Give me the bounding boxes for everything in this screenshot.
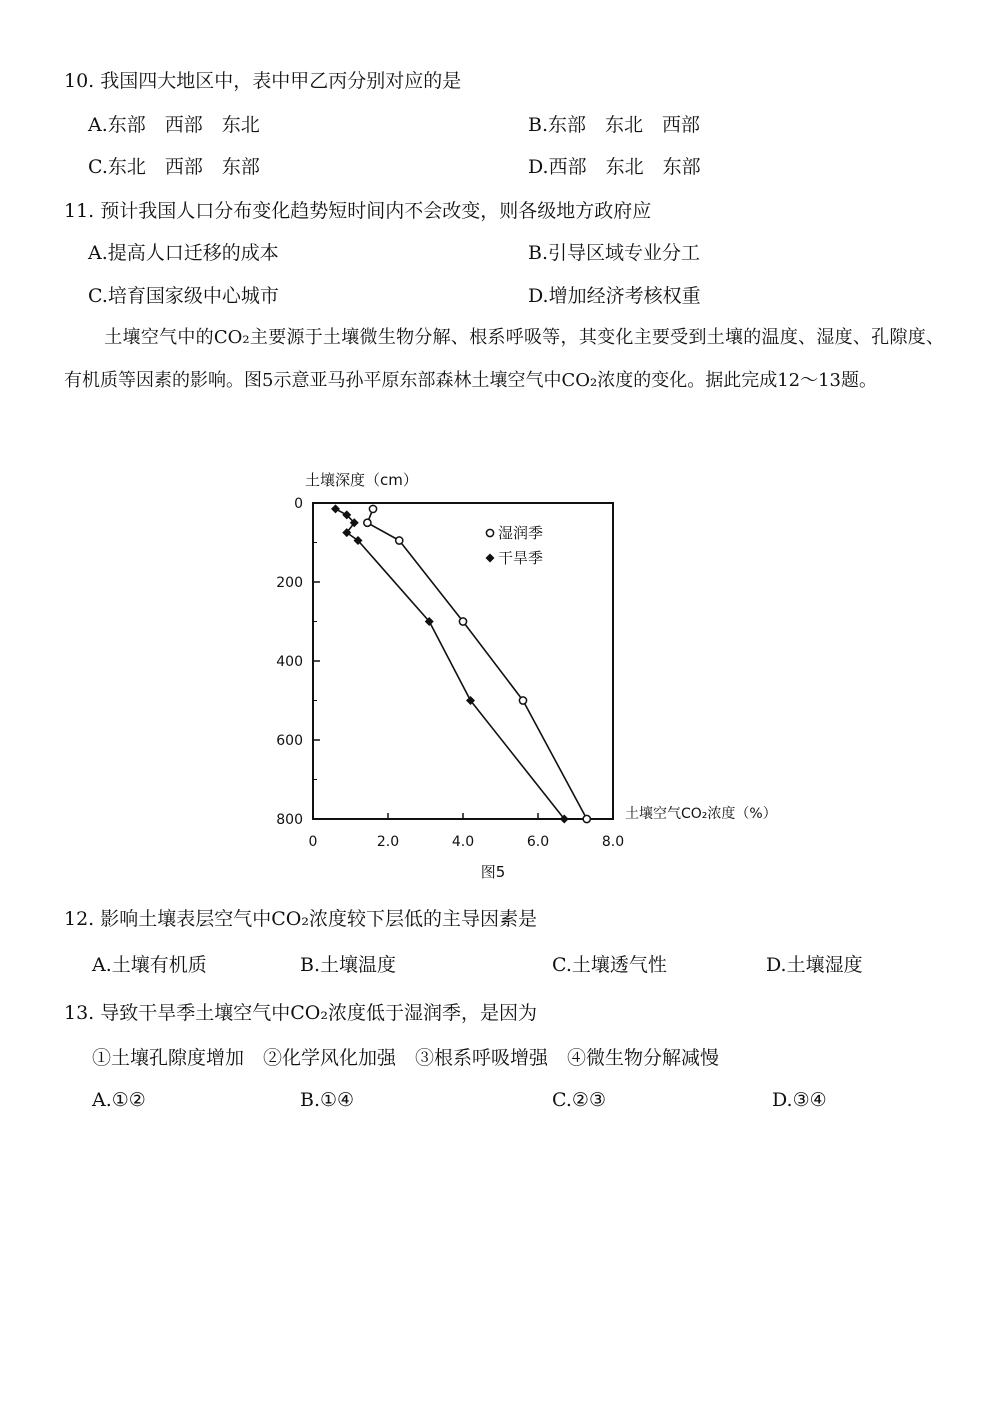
option-text: 土壤有机质: [111, 954, 207, 976]
option-label: B.: [528, 242, 549, 264]
q12-option-b[interactable]: [300, 950, 396, 977]
option-text: ①②: [111, 1089, 146, 1111]
option-text: 土壤温度: [320, 954, 397, 976]
option-text: 土壤透气性: [571, 954, 667, 976]
option-label: A.: [92, 1089, 112, 1111]
x-axis-title: 土壤空气CO₂浓度（%）: [625, 806, 777, 822]
co2-depth-chart: [250, 460, 830, 890]
option-text: 西部 东北 东部: [548, 156, 701, 178]
legend-wet-marker: [486, 529, 493, 536]
q10-option-a[interactable]: [88, 110, 260, 137]
plot-frame: [313, 503, 613, 819]
option-text: 增加经济考核权重: [548, 285, 701, 307]
q10-option-d[interactable]: [528, 152, 701, 179]
option-label: A.: [92, 954, 112, 976]
wet-season-point: [369, 505, 376, 512]
x-tick-label: 6.0: [526, 834, 550, 850]
dry-season-point: [331, 504, 340, 513]
option-label: D.: [528, 285, 549, 307]
q13-option-d[interactable]: [772, 1089, 827, 1111]
q11-stem: 11. 预计我国人口分布变化趋势短时间内不会改变，则各级地方政府应: [64, 200, 652, 222]
q12-option-a[interactable]: [92, 950, 207, 977]
wet-season-point: [459, 618, 466, 625]
q11-option-c[interactable]: [88, 281, 279, 308]
option-text: 培育国家级中心城市: [107, 285, 279, 307]
option-text: 东部 西部 东北: [107, 114, 260, 136]
option-text: 提高人口迁移的成本: [107, 242, 279, 264]
q13-option-c[interactable]: [552, 1089, 606, 1111]
y-axis-title: 土壤深度（cm）: [305, 471, 418, 489]
option-text: ②③: [571, 1089, 606, 1111]
q13-option-a[interactable]: [92, 1089, 146, 1111]
legend-wet-label: 湿润季: [498, 524, 544, 542]
y-tick-label: 400: [276, 654, 303, 670]
x-tick-label: 2.0: [376, 834, 400, 850]
passage: [64, 316, 944, 402]
q13-stem: 13. 导致干旱季土壤空气中CO₂浓度低于湿润季，是因为: [64, 1002, 537, 1024]
option-label: D.: [528, 156, 549, 178]
wet-season-point: [583, 815, 590, 822]
q10-option-c[interactable]: [88, 152, 260, 179]
option-label: C.: [552, 954, 572, 976]
figure-caption: 图5: [480, 863, 506, 881]
option-text: 土壤湿度: [786, 954, 863, 976]
q13-statements: ①土壤孔隙度增加 ②化学风化加强 ③根系呼吸增强 ④微生物分解减慢: [92, 1047, 720, 1069]
option-label: A.: [88, 242, 108, 264]
q10-stem: 10. 我国四大地区中，表中甲乙丙分别对应的是: [64, 70, 462, 92]
q10-option-b[interactable]: [528, 110, 700, 137]
wet-season-point: [396, 537, 403, 544]
option-label: C.: [88, 285, 108, 307]
x-tick-label: 4.0: [451, 834, 475, 850]
q13-option-b[interactable]: [300, 1089, 354, 1111]
q11-option-d[interactable]: [528, 281, 701, 308]
x-tick-label: 0: [308, 834, 318, 850]
option-label: C.: [88, 156, 108, 178]
passage-text: 土壤空气中的CO₂主要源于土壤微生物分解、根系呼吸等，其变化主要受到土壤的温度、湿度、孔隙度、有机质等因素的影响。图5示意亚马孙平原东部森林土壤空气中CO₂浓度的变化。据此完成12～13题。: [64, 327, 944, 391]
y-tick-label: 800: [276, 812, 303, 828]
y-tick-label: 600: [276, 733, 303, 749]
legend-dry-marker: [486, 554, 495, 563]
wet-season-point: [519, 697, 526, 704]
option-text: ①④: [320, 1089, 355, 1111]
q11-option-b[interactable]: [528, 238, 700, 265]
q12-stem: 12. 影响土壤表层空气中CO₂浓度较下层低的主导因素是: [64, 908, 537, 930]
q12-option-d[interactable]: [766, 950, 863, 977]
legend-dry-label: 干旱季: [498, 549, 544, 567]
y-tick-label: 0: [294, 496, 303, 512]
option-label: D.: [766, 954, 787, 976]
option-label: B.: [300, 954, 321, 976]
option-label: C.: [552, 1089, 572, 1111]
option-text: 东北 西部 东部: [107, 156, 260, 178]
option-text: 东部 东北 西部: [548, 114, 701, 136]
option-label: A.: [88, 114, 108, 136]
wet-season-point: [364, 519, 371, 526]
option-text: 引导区域专业分工: [548, 242, 701, 264]
option-label: D.: [772, 1089, 793, 1111]
option-label: B.: [300, 1089, 321, 1111]
q12-option-c[interactable]: [552, 950, 667, 977]
series-line-wet: [367, 509, 586, 819]
y-tick-label: 200: [276, 575, 303, 591]
q11-option-a[interactable]: [88, 238, 279, 265]
option-text: ③④: [792, 1089, 827, 1111]
x-tick-label: 8.0: [601, 834, 625, 850]
option-label: B.: [528, 114, 549, 136]
